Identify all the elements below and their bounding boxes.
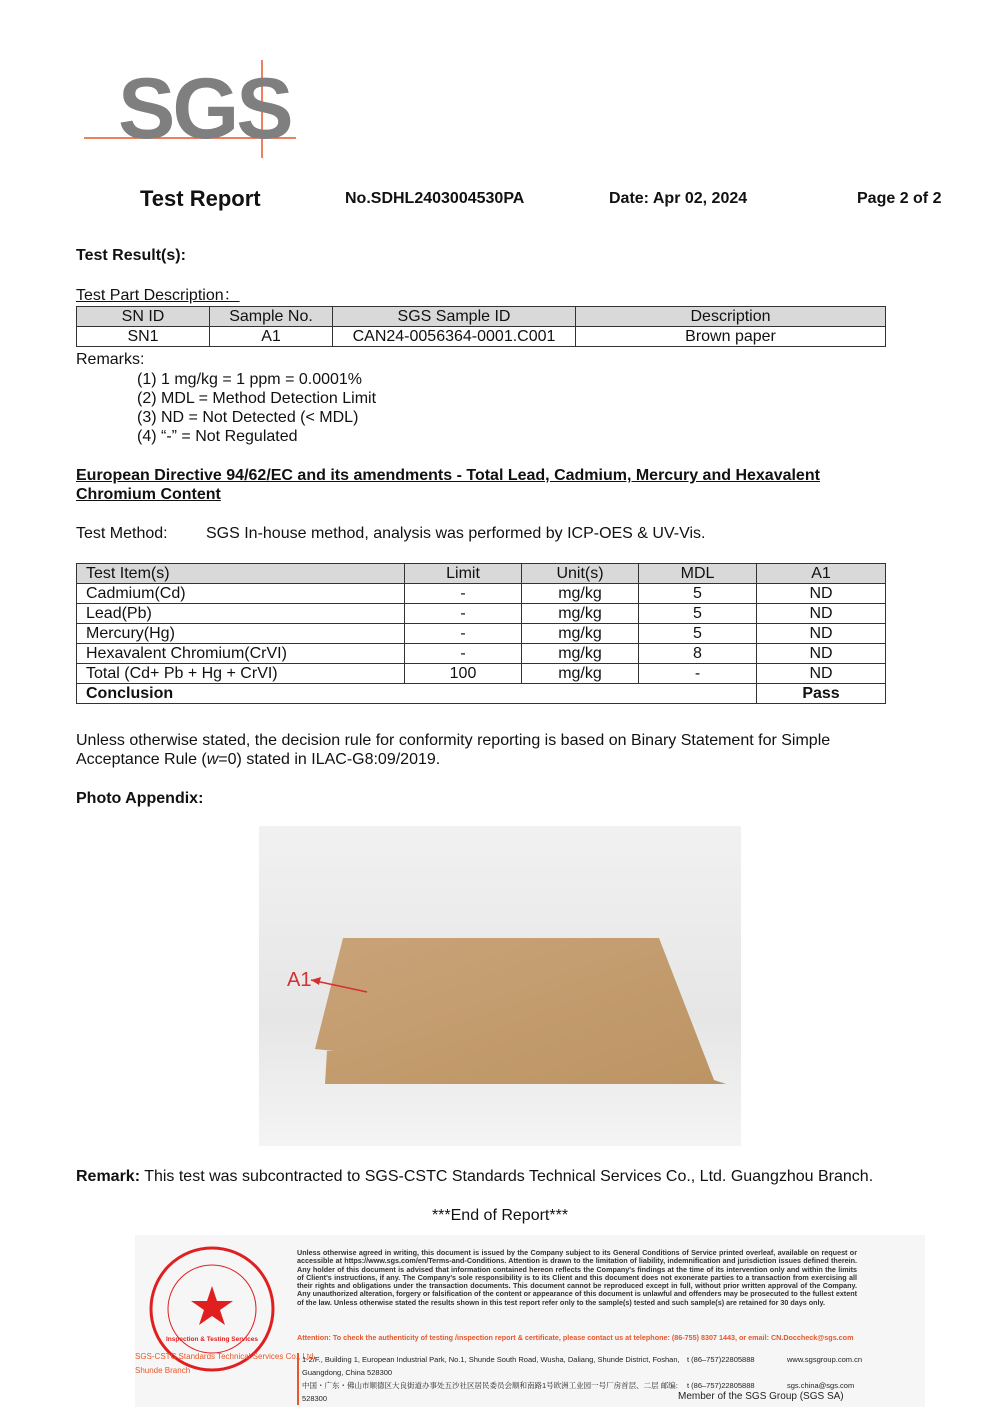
table-cell: Total (Cd+ Pb + Hg + CrVI) (77, 664, 405, 684)
address-english: 1-2/F., Building 1, European Industrial Park, No.1, Shunde South Road, Wusha, Daliang, Shunde District, Foshan, Guangdong, China 528300 (302, 1355, 680, 1377)
page-indicator: Page 2 of 2 (857, 190, 942, 207)
test-results-heading: Test Result(s): (76, 247, 186, 264)
column-header: SN ID (77, 307, 210, 327)
table-cell: - (639, 664, 757, 684)
decision-rule-line1: Unless otherwise stated, the decision rule for conformity reporting is based on Binary Statement for Simple (76, 732, 831, 749)
table-cell: Hexavalent Chromium(CrVI) (77, 644, 405, 664)
table-row (77, 624, 886, 644)
table-cell: Cadmium(Cd) (77, 584, 405, 604)
table-cell: mg/kg (522, 644, 639, 664)
authenticity-notice: Attention: To check the authenticity of testing /inspection report & certificate, please contact us at telephone: (86-755) 8307 1443, or email: CN.Doccheck@sgs.com (297, 1333, 854, 1342)
table-cell: 5 (639, 584, 757, 604)
column-header: MDL (639, 564, 757, 584)
table-cell: Brown paper (576, 327, 886, 347)
table-cell: 8 (639, 644, 757, 664)
table-cell: ND (757, 624, 886, 644)
remarks-label: Remarks: (76, 351, 145, 368)
photo-appendix-heading: Photo Appendix: (76, 790, 204, 807)
remark-item: (3) ND = Not Detected (< MDL) (137, 409, 359, 426)
telephone-2: t (86–757)22805888 (687, 1381, 755, 1390)
table-cell: - (405, 624, 522, 644)
table-row (77, 664, 886, 684)
decision-rule-line2: Acceptance Rule (w=0) stated in ILAC-G8:09/2019. (76, 751, 441, 768)
member-line: Member of the SGS Group (SGS SA) (678, 1391, 844, 1402)
column-header: Test Item(s) (77, 564, 405, 584)
table-cell: ND (757, 644, 886, 664)
sample-label: A1 (287, 969, 312, 991)
table-cell: mg/kg (522, 624, 639, 644)
directive-title-line1: European Directive 94/62/EC and its amendments - Total Lead, Cadmium, Mercury and Hexavalent (76, 467, 820, 484)
website: www.sgsgroup.com.cn (787, 1355, 863, 1364)
table-row (77, 604, 886, 624)
table-cell: - (405, 644, 522, 664)
test-method-value: SGS In-house method, analysis was performed by ICP-OES & UV-Vis. (206, 525, 706, 542)
logo-text: SGS (118, 61, 291, 157)
remarks-list (137, 370, 376, 446)
directive-title-line2: Chromium Content (76, 486, 221, 503)
email: sgs.china@sgs.com (787, 1381, 855, 1390)
table-cell: A1 (210, 327, 333, 347)
report-title: Test Report (140, 186, 261, 211)
table-cell: mg/kg (522, 584, 639, 604)
remark-item: (1) 1 mg/kg = 1 ppm = 0.0001% (137, 371, 363, 388)
column-header: A1 (757, 564, 886, 584)
end-of-report: ***End of Report*** (431, 1207, 569, 1224)
column-header: Description (576, 307, 886, 327)
test-method-label: Test Method: (76, 525, 168, 542)
subcontract-remark: Remark: This test was subcontracted to SGS-CSTC Standards Technical Services Co., Ltd. Guangzhou Branch. (76, 1168, 874, 1185)
directive-title (76, 466, 820, 504)
table-row (77, 584, 886, 604)
column-header: SGS Sample ID (333, 307, 576, 327)
table-cell: ND (757, 604, 886, 624)
table-cell: Mercury(Hg) (77, 624, 405, 644)
disclaimer-text: Unless otherwise agreed in writing, this document is issued by the Company subject to its General Conditions of Service printed overleaf, available on request or accessible at https://www.sgs.com/en/Terms-and-Conditions. Attention is drawn to the limitation of liability, indemnification and jurisdiction issues defined therein. Any holder of this document is advised that information contained hereon reflects the Company's findings at the time of its intervention only and within the limits of Client's instructions, if any. The Company's sole responsibility is to its Client and this document does not exonerate parties to a transaction from exercising all their rights and obligations under the transaction documents. This document cannot be reproduced except in full, without prior written approval of the Company. Any unauthorized alteration, forgery or falsification of the content or appearance of this document is unlawful and offenders may be prosecuted to the fullest extent of the law. Unless otherwise stated the results shown in this test report refer only to the sample(s) tested and such sample(s) are retained for 30 days only. (297, 1248, 857, 1307)
results-table (76, 563, 886, 704)
table-header-row (77, 564, 886, 584)
table-cell: - (405, 604, 522, 624)
table-row (77, 327, 886, 347)
brown-paper-sample (315, 938, 726, 1084)
company-name: SGS-CSTC Standards Technical Services Co., Ltd. (135, 1352, 316, 1361)
table-row (77, 644, 886, 664)
report-number: No.SDHL2403004530PA (345, 190, 525, 207)
table-cell: 5 (639, 624, 757, 644)
report-date: Date: Apr 02, 2024 (609, 190, 748, 207)
table-cell: mg/kg (522, 664, 639, 684)
table-cell: Lead(Pb) (77, 604, 405, 624)
conclusion-value: Pass (757, 684, 886, 704)
part-description-table (76, 306, 886, 347)
sample-photo (259, 826, 741, 1146)
table-cell: 5 (639, 604, 757, 624)
column-header: Unit(s) (522, 564, 639, 584)
table-cell: ND (757, 584, 886, 604)
table-cell: 100 (405, 664, 522, 684)
column-header: Limit (405, 564, 522, 584)
table-header-row (77, 307, 886, 327)
telephone-1: t (86–757)22805888 (687, 1355, 755, 1364)
conclusion-row (77, 684, 886, 704)
sgs-logo (84, 60, 299, 160)
column-header: Sample No. (210, 307, 333, 327)
remark-item: (2) MDL = Method Detection Limit (137, 390, 377, 407)
table-cell: ND (757, 664, 886, 684)
conclusion-label: Conclusion (77, 684, 757, 704)
table-cell: - (405, 584, 522, 604)
part-description-label: Test Part Description： (76, 287, 240, 304)
address-chinese: 中国・广东・佛山市顺德区大良街道办事处五沙社区居民委员会顺和南路1号欧洲工业园一号厂房首层、二层 邮编: 528300 (302, 1381, 678, 1403)
decision-rule (76, 731, 830, 769)
branch-name: Shunde Branch (135, 1366, 191, 1375)
stamp-text: Inspection & Testing Services (166, 1336, 258, 1343)
remark-item: (4) “-” = Not Regulated (137, 428, 298, 445)
table-cell: mg/kg (522, 604, 639, 624)
table-cell: SN1 (77, 327, 210, 347)
table-cell: CAN24-0056364-0001.C001 (333, 327, 576, 347)
